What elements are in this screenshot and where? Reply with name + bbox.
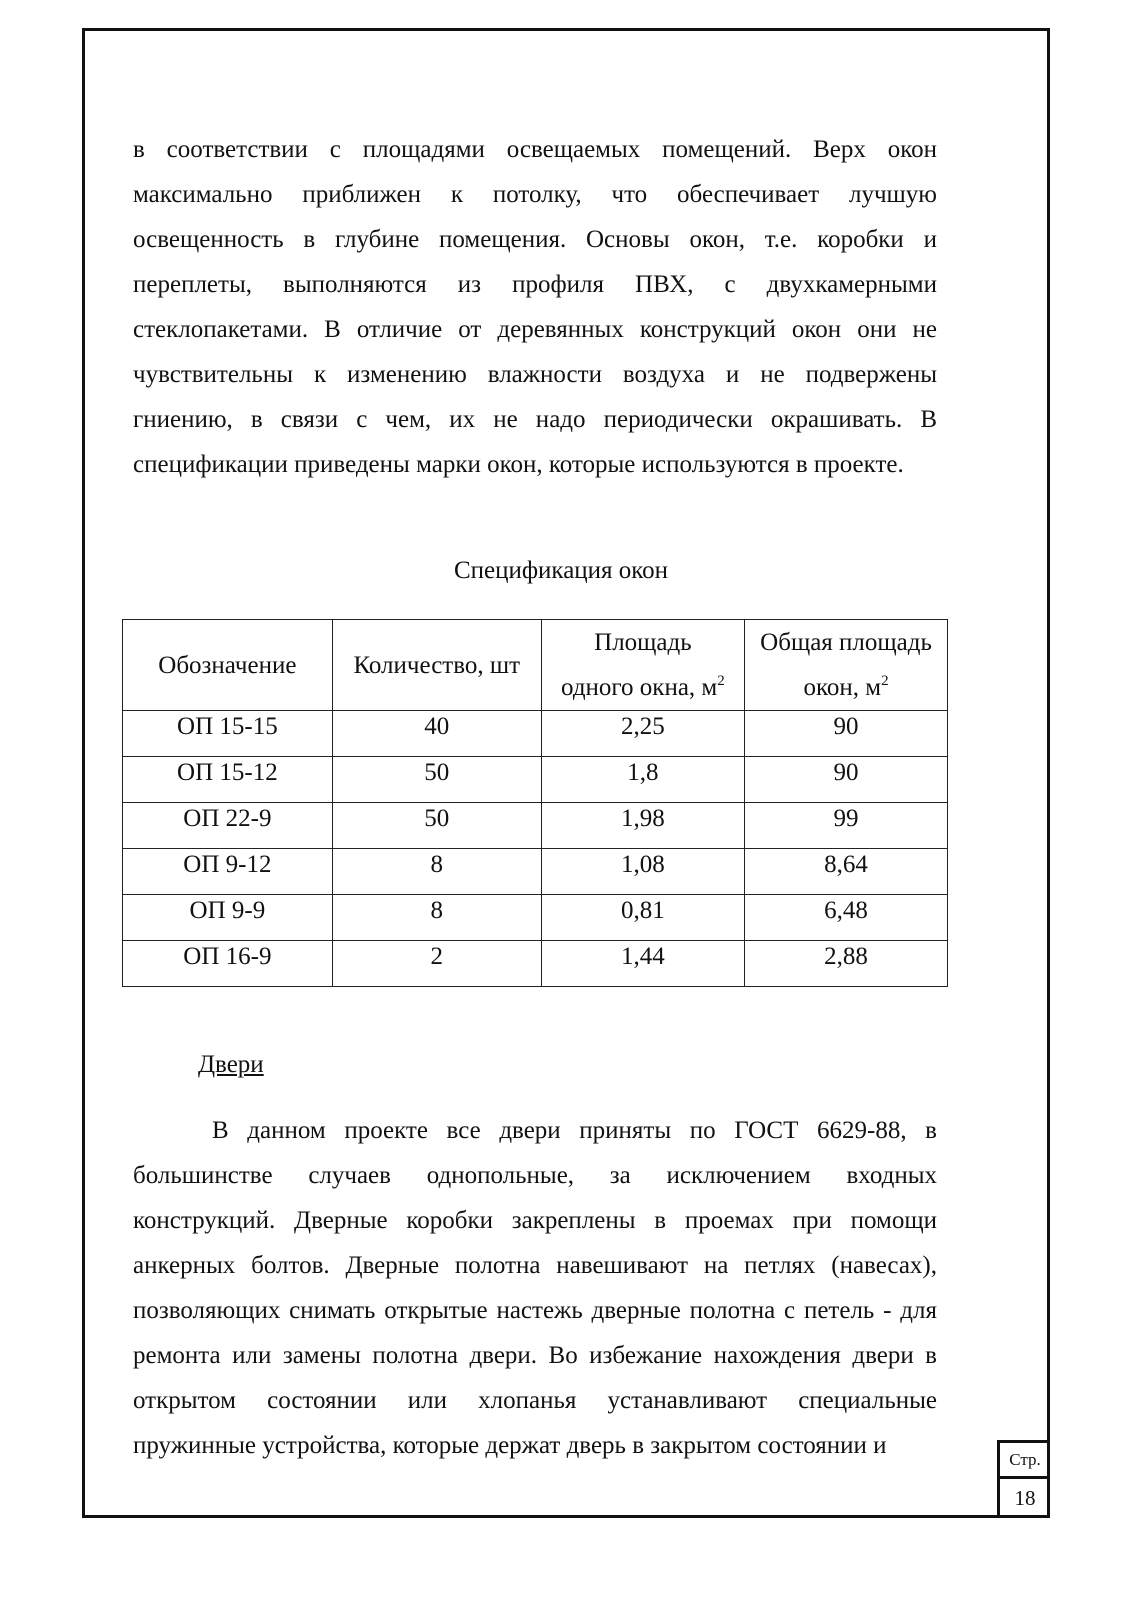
- table-row: [123, 757, 948, 803]
- cell-designation: ОП 9-9: [123, 895, 333, 941]
- header-designation: Обозначение: [123, 620, 333, 711]
- table-row: [123, 849, 948, 895]
- cell-area-one: 1,08: [541, 849, 744, 895]
- cell-quantity: 50: [332, 803, 541, 849]
- windows-spec-table: [122, 619, 948, 987]
- cell-area-total: 8,64: [745, 849, 948, 895]
- header-area-one-line1: Площадь: [594, 629, 692, 656]
- cell-area-one: 1,44: [541, 941, 744, 987]
- cell-area-total: 6,48: [745, 895, 948, 941]
- cell-area-one: 1,98: [541, 803, 744, 849]
- header-area-total-line1: Общая площадь: [760, 629, 932, 656]
- table-row: [123, 895, 948, 941]
- doors-paragraph: В данном проекте все двери приняты по ГОСТ 6629-88, в большинстве случаев однопольные, за исключением входных конструкций. Дверные коробки закреплены в проемах при помощи анкерных болтов. Дверные полотна навешивают на петлях (навесах), позволяющих снимать открытые настежь дверные полотна с петель - для ремонта или замены полотна двери. Во избежание нахождения двери в открытом состоянии или хлопанья устанавливают специальные пружинные устройства, которые держат дверь в закрытом состоянии и: [133, 1117, 937, 1459]
- cell-area-total: 90: [745, 757, 948, 803]
- cell-area-total: 2,88: [745, 941, 948, 987]
- cell-area-one: 0,81: [541, 895, 744, 941]
- cell-designation: ОП 15-15: [123, 711, 333, 757]
- section-title-doors: Двери: [198, 1051, 264, 1078]
- table-header-row: [123, 620, 948, 711]
- header-area-total: [745, 620, 948, 711]
- stamp-label: Стр.: [1000, 1443, 1050, 1479]
- cell-designation: ОП 22-9: [123, 803, 333, 849]
- cell-designation: ОП 9-12: [123, 849, 333, 895]
- page-stamp: [997, 1440, 1050, 1518]
- header-quantity: Количество, шт: [332, 620, 541, 711]
- cell-area-total: 99: [745, 803, 948, 849]
- cell-quantity: 2: [332, 941, 541, 987]
- table-row: [123, 711, 948, 757]
- cell-area-total: 90: [745, 711, 948, 757]
- cell-quantity: 40: [332, 711, 541, 757]
- cell-area-one: 2,25: [541, 711, 744, 757]
- unit-superscript: 2: [881, 673, 889, 689]
- intro-paragraph: в соответствии с площадями освещаемых помещений. Верх окон максимально приближен к потолку, что обеспечивает лучшую освещенность в глубине помещения. Основы окон, т.е. коробки и переплеты, выполняются из профиля ПВХ, с двухкамерными стеклопакетами. В отличие от деревянных конструкций окон они не чувствительны к изменению влажности воздуха и не подвержены гниению, в связи с чем, их не надо периодически окрашивать. В спецификации приведены марки окон, которые используются в проекте.: [133, 136, 937, 478]
- cell-quantity: 50: [332, 757, 541, 803]
- header-area-one: [541, 620, 744, 711]
- cell-designation: ОП 16-9: [123, 941, 333, 987]
- header-area-total-line2: окон, м: [803, 674, 882, 701]
- cell-quantity: 8: [332, 849, 541, 895]
- unit-superscript: 2: [717, 673, 725, 689]
- table-row: [123, 941, 948, 987]
- table-caption: Спецификация окон: [453, 557, 669, 584]
- cell-area-one: 1,8: [541, 757, 744, 803]
- header-area-one-line2: одного окна, м: [561, 674, 718, 701]
- page-number: 18: [1014, 1486, 1036, 1510]
- cell-designation: ОП 15-12: [123, 757, 333, 803]
- table-row: [123, 803, 948, 849]
- cell-quantity: 8: [332, 895, 541, 941]
